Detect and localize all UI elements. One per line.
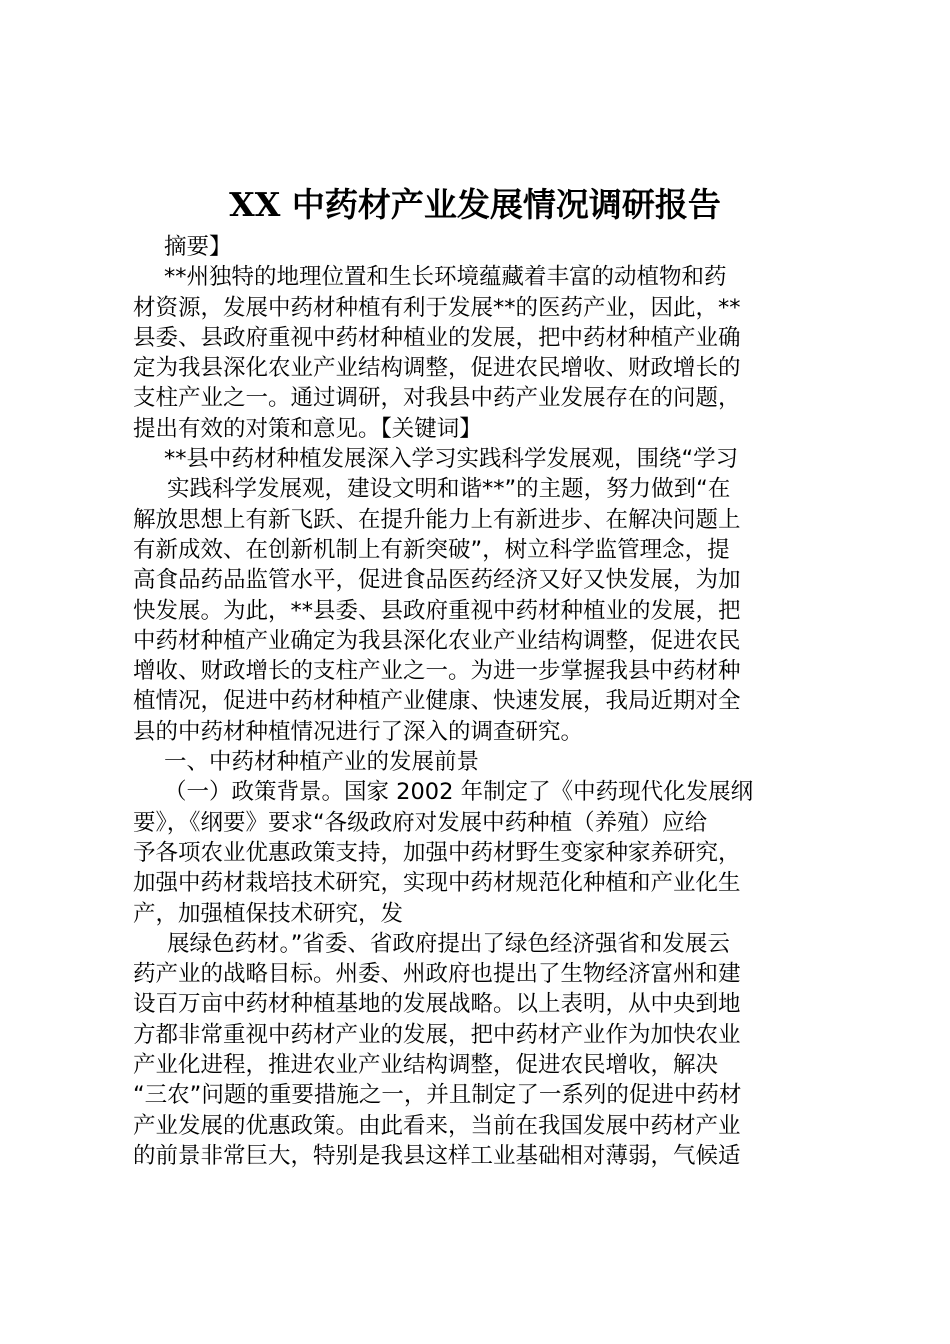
text-line: 快发展。为此，**县委、县政府重视中药材种植业的发展，把 — [133, 597, 741, 624]
text-line: 的前景非常巨大，特别是我县这样工业基础相对薄弱，气候适 — [133, 1142, 741, 1169]
text-line: 加强中药材栽培技术研究，实现中药材规范化种植和产业化生 — [133, 870, 741, 897]
text-line: 定为我县深化农业产业结构调整，促进农民增收、财政增长的 — [133, 355, 741, 382]
text-line: 县委、县政府重视中药材种植业的发展，把中药材种植产业确 — [133, 324, 741, 351]
text-line: 予各项农业优惠政策支持，加强中药材野生变家种家养研究， — [133, 839, 741, 866]
text-line: 产，加强植保技术研究，发 — [133, 900, 404, 927]
text-line: 有新成效、在创新机制上有新突破”，树立科学监管理念，提 — [133, 536, 730, 563]
text-line: 药产业的战略目标。州委、州政府也提出了生物经济富州和建 — [133, 961, 741, 988]
text-line: 实践科学发展观，建设文明和谐**”的主题，努力做到“在 — [167, 476, 731, 503]
text-line: 要》，《纲要》要求“各级政府对发展中药种植（养殖）应给 — [133, 809, 708, 836]
text-line: 中药材种植产业确定为我县深化农业产业结构调整，促进农民 — [133, 627, 741, 654]
text-line: 县的中药材种植情况进行了深入的调查研究。 — [133, 718, 584, 745]
text-line: “三农”问题的重要措施之一，并且制定了一系列的促进中药材 — [133, 1082, 742, 1109]
abstract-heading: 摘要】 — [164, 234, 232, 260]
text-line: 方都非常重视中药材产业的发展，把中药材产业作为加快农业 — [133, 1021, 741, 1048]
section-heading: 一、中药材种植产业的发展前景 — [164, 749, 480, 776]
text-line: （一）政策背景。国家 2002 年制定了《中药现代化发展纲 — [164, 779, 754, 806]
text-line: 植情况，促进中药材种植产业健康、快速发展，我局近期对全 — [133, 688, 741, 715]
text-line: 产业化进程，推进农业产业结构调整，促进农民增收，解决 — [133, 1052, 719, 1079]
text-line: 设百万亩中药材种植基地的发展战略。以上表明，从中央到地 — [133, 991, 741, 1018]
text-line: 产业发展的优惠政策。由此看来，当前在我国发展中药材产业 — [133, 1112, 741, 1139]
document-title: XX 中药材产业发展情况调研报告 — [229, 185, 721, 224]
text-line: 材资源，发展中药材种植有利于发展**的医药产业，因此，** — [133, 294, 741, 321]
text-line: **县中药材种植发展深入学习实践科学发展观，围绕“学习 — [164, 446, 739, 473]
text-line: 支柱产业之一。通过调研，对我县中药产业发展存在的问题， — [133, 385, 741, 412]
text-line: 增收、财政增长的支柱产业之一。为进一步掌握我县中药材种 — [133, 658, 741, 685]
text-line: 提出有效的对策和意见。【关键词】 — [133, 415, 482, 442]
text-line: 高食品药品监管水平，促进食品医药经济又好又快发展，为加 — [133, 567, 741, 594]
document-body — [133, 232, 833, 1171]
text-line: 解放思想上有新飞跃、在提升能力上有新进步、在解决问题上 — [133, 506, 741, 533]
text-line: 展绿色药材。”省委、省政府提出了绿色经济强省和发展云 — [167, 930, 730, 957]
text-line: **州独特的地理位置和生长环境蕴藏着丰富的动植物和药 — [164, 264, 727, 291]
